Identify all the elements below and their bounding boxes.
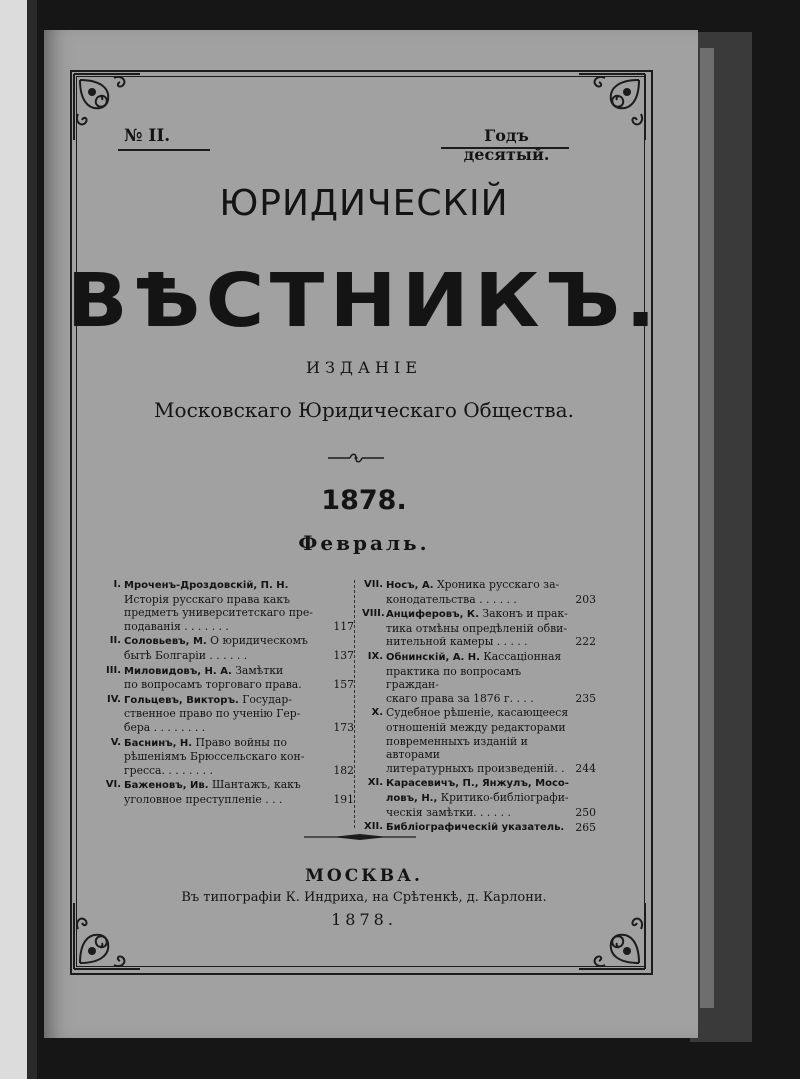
toc-entry-title: Судебное рѣшеніе, касающееся отношеній между редакторами повременныхъ изданій и авторами литературныхъ произведеній. . (386, 706, 569, 775)
toc-entry-number: XI. (367, 777, 383, 789)
toc-entry-author: Обнинскій, А. Н. (386, 651, 480, 663)
title-page (44, 30, 698, 1038)
scan-margin (0, 0, 27, 1079)
toc-entry-author: Мроченъ-Дроздовскій, П. Н. (124, 580, 289, 591)
year-label-rule (441, 147, 569, 149)
toc-entry-page: 235 (575, 691, 596, 705)
toc-entry-page: 173 (333, 720, 354, 734)
toc-entry-author: Носъ, А. (386, 580, 434, 591)
toc-entry-number: VIII. (362, 608, 385, 620)
toc-entry-title: Исторія русскаго права какъ предметъ университетскаго пре- подаванія . . . . . . . (124, 592, 313, 633)
toc-entry-page: 157 (333, 678, 354, 692)
toc-entry-page: 182 (333, 763, 354, 777)
toc-entry-title: Законъ и прак- тика отмѣны опредѣленій обви- нительной камеры . . . . . (386, 607, 568, 649)
toc-entry-page: 117 (333, 619, 354, 633)
toc-entry-title: О юридическомъ бытѣ Болгаріи . . . . . . (124, 634, 308, 662)
toc-entry-title: Кассаціонная практика по вопросамъ граждан- скаго права за 1876 г. . . . (386, 649, 562, 705)
back-cover-edge (700, 48, 714, 1008)
toc-entry-author: Карасевичъ, П., Янжулъ, Мосо- ловъ, Н., (386, 778, 569, 804)
toc-entry (362, 650, 596, 705)
toc-entry-title: Критико-библіографи- ческія замѣтки. . . . . . (386, 790, 569, 819)
toc-entry-page: 191 (333, 792, 354, 806)
toc-entry-number: IX. (367, 650, 383, 662)
issue-number: № II. (124, 126, 171, 146)
binding-shadow (27, 0, 37, 1079)
toc-entry-page: 250 (575, 805, 596, 819)
toc-entry-number: X. (371, 707, 383, 719)
toc-entry (100, 664, 354, 692)
toc-entry-number: VI. (105, 779, 121, 791)
year-of-publication-label: Годъ десятый. (463, 126, 550, 164)
toc-entry (362, 607, 596, 649)
imprint-printer: Въ типографіи К. Индриха, на Срѣтенкѣ, д. Карлони. (181, 890, 547, 905)
toc-entry-page: 203 (575, 592, 596, 606)
toc-entry-page: 137 (333, 648, 354, 662)
divider-ornament-icon (326, 452, 386, 464)
toc-entry-author: Гольцевъ, Викторъ. (124, 694, 239, 706)
toc-entry-title: Хроника русскаго за- конодательства . . . . . . (386, 578, 560, 606)
imprint-place: МОСКВА. (305, 866, 423, 886)
table-of-contents-right (362, 578, 596, 836)
divider-rule-icon (302, 832, 418, 842)
toc-entry-author: Баженовъ, Ив. (124, 780, 209, 792)
toc-entry (100, 578, 354, 633)
toc-entry-number: V. (110, 736, 121, 748)
issue-month: Февраль. (298, 531, 430, 555)
toc-entry-author: Соловьевъ, М. (124, 636, 207, 648)
toc-entry (362, 706, 596, 775)
toc-entry-title: Право войны по рѣшеніямъ Брюссельскаго кон- гресса. . . . . . . . (124, 735, 305, 777)
publisher-name: Московскаго Юридическаго Общества. (154, 398, 574, 422)
toc-entry-author: Анциферовъ, К. (386, 609, 479, 621)
toc-entry (100, 693, 354, 735)
journal-title-line1: ЮРИДИЧЕСКІЙ (219, 183, 509, 224)
toc-entry (362, 578, 596, 606)
toc-entry-title: Шантажъ, какъ уголовное преступленіе . . . (124, 778, 301, 806)
publication-year: 1878. (321, 485, 407, 516)
toc-entry (100, 778, 354, 806)
toc-entry-number: III. (106, 664, 121, 676)
journal-title-line2: ВѢСТНИКЪ. (66, 258, 662, 344)
corner-ornament-top-right-icon (561, 70, 649, 158)
toc-entry-number: XII. (364, 821, 383, 833)
toc-entry-page: 222 (575, 635, 596, 649)
toc-entry-author: Библіографическій указатель. (386, 822, 565, 834)
table-of-contents-left (100, 578, 354, 808)
toc-entry-number: VII. (364, 579, 383, 590)
toc-entry-author: Баснинъ, Н. (124, 737, 193, 749)
issue-number-rule (118, 149, 210, 151)
edition-label: ИЗДАНІЕ (306, 358, 422, 377)
toc-entry-author: Миловидовъ, Н. А. (124, 665, 232, 677)
toc-entry-page: 265 (575, 821, 596, 835)
imprint-year: 1878. (331, 910, 397, 929)
toc-entry (100, 736, 354, 778)
toc-entry-number: IV. (107, 693, 121, 705)
toc-column-divider (354, 580, 355, 828)
toc-entry-number: II. (109, 635, 121, 647)
toc-entry-number: I. (113, 579, 121, 590)
toc-entry (362, 776, 596, 819)
toc-entry (100, 634, 354, 662)
toc-entry-page: 244 (575, 761, 596, 775)
toc-entry-title: Государ- ственное право по ученію Гер- бера . . . . . . . . (124, 692, 301, 734)
toc-entry-title: Замѣтки по вопросамъ торговаго права. (124, 663, 302, 692)
